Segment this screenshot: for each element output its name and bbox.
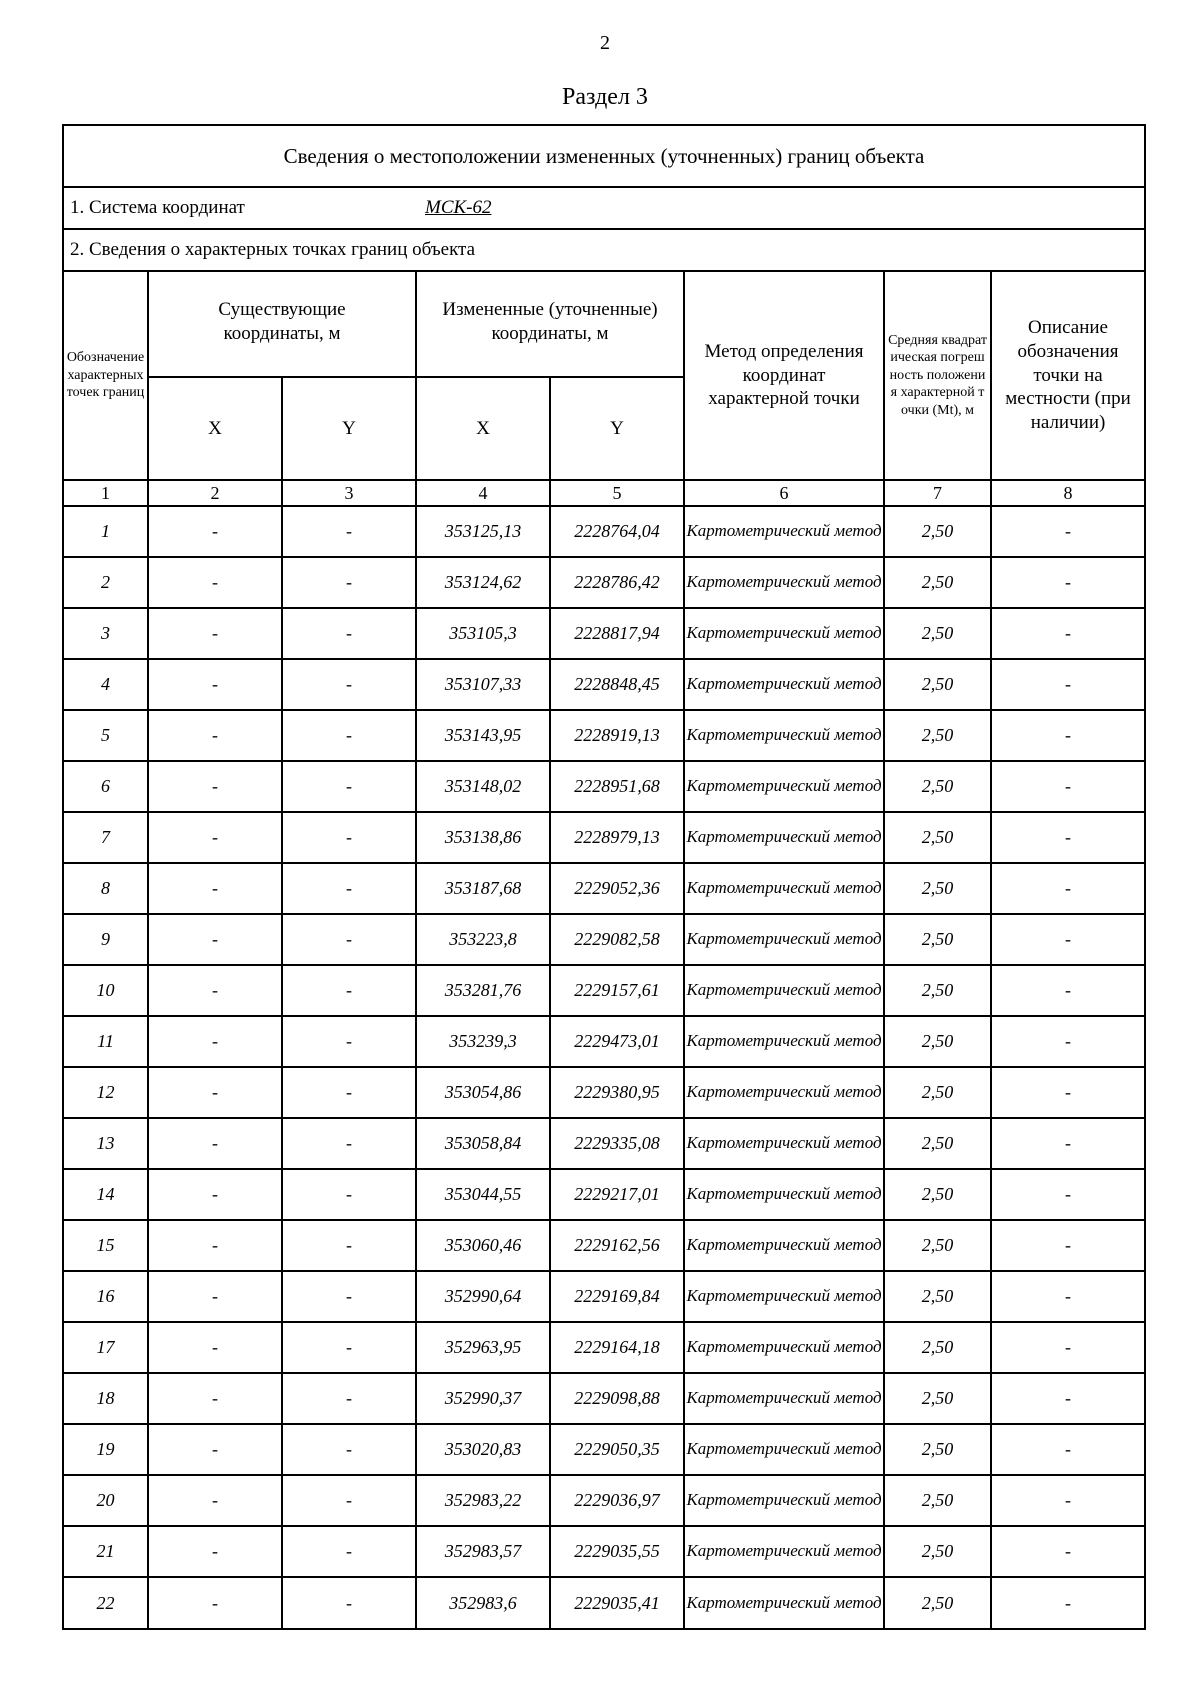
- cell-description: -: [991, 506, 1144, 557]
- cell-description: -: [991, 557, 1144, 608]
- cell-existing-y: -: [282, 1016, 416, 1067]
- cell-existing-x: -: [148, 659, 282, 710]
- cell-existing-x: -: [148, 1271, 282, 1322]
- header-existing-y: Y: [282, 377, 416, 480]
- header-changed-x: X: [416, 377, 550, 480]
- cell-existing-y: -: [282, 1577, 416, 1628]
- cell-mean-error: 2,50: [884, 812, 991, 863]
- cell-changed-x: 353044,55: [416, 1169, 550, 1220]
- cell-existing-y: -: [282, 965, 416, 1016]
- table-row: [64, 1220, 1144, 1271]
- cell-description: -: [991, 1016, 1144, 1067]
- cell-changed-y: 2229335,08: [550, 1118, 684, 1169]
- cell-point-id: 20: [64, 1475, 148, 1526]
- cell-description: -: [991, 1577, 1144, 1628]
- cell-mean-error: 2,50: [884, 1322, 991, 1373]
- cell-method: Картометрический метод: [684, 506, 884, 557]
- cell-existing-x: -: [148, 965, 282, 1016]
- cell-point-id: 4: [64, 659, 148, 710]
- table-row: [64, 1322, 1144, 1373]
- cell-existing-y: -: [282, 1067, 416, 1118]
- cell-mean-error: 2,50: [884, 506, 991, 557]
- cell-point-id: 9: [64, 914, 148, 965]
- cell-description: -: [991, 659, 1144, 710]
- table-row: [64, 506, 1144, 557]
- cell-changed-y: 2229473,01: [550, 1016, 684, 1067]
- cell-mean-error: 2,50: [884, 1220, 991, 1271]
- table-row: [64, 761, 1144, 812]
- cell-existing-x: -: [148, 1322, 282, 1373]
- cell-changed-y: 2228919,13: [550, 710, 684, 761]
- cell-mean-error: 2,50: [884, 608, 991, 659]
- cell-existing-x: -: [148, 1424, 282, 1475]
- cell-mean-error: 2,50: [884, 1526, 991, 1577]
- cell-changed-y: 2229157,61: [550, 965, 684, 1016]
- table-row: [64, 1526, 1144, 1577]
- table-row: [64, 1577, 1144, 1628]
- cell-existing-y: -: [282, 1475, 416, 1526]
- header-method: Метод определения координат характерной точки: [684, 272, 884, 480]
- header-description: Описание обозначения точки на местности (при наличии): [991, 272, 1144, 480]
- cell-description: -: [991, 812, 1144, 863]
- cell-existing-x: -: [148, 506, 282, 557]
- cell-existing-x: -: [148, 1373, 282, 1424]
- cell-mean-error: 2,50: [884, 1373, 991, 1424]
- cell-changed-y: 2229162,56: [550, 1220, 684, 1271]
- column-number: 5: [550, 480, 684, 506]
- cell-existing-x: -: [148, 863, 282, 914]
- cell-description: -: [991, 1424, 1144, 1475]
- cell-mean-error: 2,50: [884, 1016, 991, 1067]
- column-number-row: [64, 480, 1144, 506]
- cell-method: Картометрический метод: [684, 1475, 884, 1526]
- cell-method: Картометрический метод: [684, 914, 884, 965]
- cell-existing-y: -: [282, 914, 416, 965]
- cell-mean-error: 2,50: [884, 557, 991, 608]
- coordinate-system-row: [64, 188, 1144, 230]
- table-row: [64, 914, 1144, 965]
- cell-changed-y: 2228979,13: [550, 812, 684, 863]
- cell-existing-y: -: [282, 557, 416, 608]
- column-number: 6: [684, 480, 884, 506]
- cell-existing-x: -: [148, 812, 282, 863]
- cell-existing-x: -: [148, 1577, 282, 1628]
- cell-changed-x: 353020,83: [416, 1424, 550, 1475]
- cell-point-id: 13: [64, 1118, 148, 1169]
- cell-point-id: 21: [64, 1526, 148, 1577]
- cell-existing-x: -: [148, 710, 282, 761]
- cell-changed-y: 2229035,41: [550, 1577, 684, 1628]
- cell-method: Картометрический метод: [684, 812, 884, 863]
- cell-changed-y: 2229082,58: [550, 914, 684, 965]
- cell-existing-y: -: [282, 1118, 416, 1169]
- column-number: 4: [416, 480, 550, 506]
- cell-point-id: 3: [64, 608, 148, 659]
- cell-existing-y: -: [282, 1424, 416, 1475]
- cell-method: Картометрический метод: [684, 863, 884, 914]
- table-row: [64, 1016, 1144, 1067]
- cell-description: -: [991, 761, 1144, 812]
- cell-mean-error: 2,50: [884, 1424, 991, 1475]
- coordinate-system-value: МСК-62: [425, 197, 492, 218]
- cell-existing-y: -: [282, 1220, 416, 1271]
- cell-description: -: [991, 914, 1144, 965]
- cell-method: Картометрический метод: [684, 710, 884, 761]
- table-title: Сведения о местоположении измененных (уточненных) границ объекта: [64, 126, 1144, 188]
- cell-existing-x: -: [148, 1067, 282, 1118]
- table-row: [64, 1169, 1144, 1220]
- cell-changed-x: 353124,62: [416, 557, 550, 608]
- cell-changed-y: 2229169,84: [550, 1271, 684, 1322]
- table-row: [64, 557, 1144, 608]
- coordinate-system-label: 1. Система координат: [70, 197, 245, 218]
- cell-description: -: [991, 965, 1144, 1016]
- cell-changed-x: 353058,84: [416, 1118, 550, 1169]
- table-row: [64, 812, 1144, 863]
- cell-existing-y: -: [282, 812, 416, 863]
- header-row-top: [64, 272, 1144, 377]
- cell-method: Картометрический метод: [684, 608, 884, 659]
- header-changed-coords: Измененные (уточненные) координаты, м: [416, 272, 684, 377]
- cell-mean-error: 2,50: [884, 1475, 991, 1526]
- cell-point-id: 15: [64, 1220, 148, 1271]
- header-point-designation: Обозначение характерных точек границ: [64, 272, 148, 480]
- cell-description: -: [991, 1118, 1144, 1169]
- cell-method: Картометрический метод: [684, 1169, 884, 1220]
- cell-changed-x: 353143,95: [416, 710, 550, 761]
- cell-method: Картометрический метод: [684, 1067, 884, 1118]
- cell-point-id: 16: [64, 1271, 148, 1322]
- cell-description: -: [991, 1169, 1144, 1220]
- cell-mean-error: 2,50: [884, 1271, 991, 1322]
- cell-changed-y: 2229380,95: [550, 1067, 684, 1118]
- cell-changed-y: 2228786,42: [550, 557, 684, 608]
- cell-changed-y: 2229164,18: [550, 1322, 684, 1373]
- column-number: 2: [148, 480, 282, 506]
- table-row: [64, 1424, 1144, 1475]
- table-row: [64, 1067, 1144, 1118]
- cell-mean-error: 2,50: [884, 965, 991, 1016]
- points-table: [64, 272, 1144, 1628]
- cell-existing-x: -: [148, 1016, 282, 1067]
- cell-changed-x: 353239,3: [416, 1016, 550, 1067]
- table-row: [64, 710, 1144, 761]
- table-row: [64, 659, 1144, 710]
- cell-changed-x: 353060,46: [416, 1220, 550, 1271]
- cell-changed-x: 352983,6: [416, 1577, 550, 1628]
- header-changed-y: Y: [550, 377, 684, 480]
- cell-point-id: 22: [64, 1577, 148, 1628]
- table-row: [64, 863, 1144, 914]
- cell-existing-x: -: [148, 608, 282, 659]
- cell-mean-error: 2,50: [884, 761, 991, 812]
- cell-method: Картометрический метод: [684, 1526, 884, 1577]
- table-row: [64, 1118, 1144, 1169]
- cell-changed-y: 2229098,88: [550, 1373, 684, 1424]
- cell-existing-x: -: [148, 1526, 282, 1577]
- cell-existing-x: -: [148, 914, 282, 965]
- cell-mean-error: 2,50: [884, 710, 991, 761]
- cell-changed-x: 353054,86: [416, 1067, 550, 1118]
- cell-method: Картометрический метод: [684, 965, 884, 1016]
- cell-method: Картометрический метод: [684, 1424, 884, 1475]
- cell-point-id: 8: [64, 863, 148, 914]
- cell-method: Картометрический метод: [684, 557, 884, 608]
- cell-existing-y: -: [282, 608, 416, 659]
- cell-mean-error: 2,50: [884, 914, 991, 965]
- cell-mean-error: 2,50: [884, 1577, 991, 1628]
- cell-point-id: 14: [64, 1169, 148, 1220]
- cell-existing-y: -: [282, 1322, 416, 1373]
- cell-description: -: [991, 1373, 1144, 1424]
- cell-method: Картометрический метод: [684, 659, 884, 710]
- cell-point-id: 11: [64, 1016, 148, 1067]
- table-row: [64, 965, 1144, 1016]
- cell-changed-x: 352983,22: [416, 1475, 550, 1526]
- cell-existing-x: -: [148, 557, 282, 608]
- cell-existing-x: -: [148, 1220, 282, 1271]
- cell-changed-x: 353187,68: [416, 863, 550, 914]
- cell-changed-x: 352983,57: [416, 1526, 550, 1577]
- cell-description: -: [991, 863, 1144, 914]
- cell-mean-error: 2,50: [884, 1169, 991, 1220]
- cell-point-id: 12: [64, 1067, 148, 1118]
- cell-changed-x: 352963,95: [416, 1322, 550, 1373]
- table-row: [64, 1475, 1144, 1526]
- cell-existing-y: -: [282, 1271, 416, 1322]
- cell-method: Картометрический метод: [684, 1373, 884, 1424]
- cell-existing-y: -: [282, 1373, 416, 1424]
- section-title: Раздел 3: [562, 84, 648, 110]
- cell-method: Картометрический метод: [684, 1220, 884, 1271]
- cell-existing-x: -: [148, 1169, 282, 1220]
- cell-changed-x: 353107,33: [416, 659, 550, 710]
- cell-changed-x: 353105,3: [416, 608, 550, 659]
- cell-changed-x: 352990,64: [416, 1271, 550, 1322]
- cell-changed-x: 353138,86: [416, 812, 550, 863]
- cell-description: -: [991, 1475, 1144, 1526]
- cell-point-id: 2: [64, 557, 148, 608]
- table-row: [64, 1373, 1144, 1424]
- cell-point-id: 5: [64, 710, 148, 761]
- cell-existing-y: -: [282, 506, 416, 557]
- cell-existing-y: -: [282, 1526, 416, 1577]
- cell-mean-error: 2,50: [884, 863, 991, 914]
- cell-changed-y: 2229035,55: [550, 1526, 684, 1577]
- cell-description: -: [991, 1322, 1144, 1373]
- cell-existing-x: -: [148, 761, 282, 812]
- cell-description: -: [991, 1220, 1144, 1271]
- cell-point-id: 10: [64, 965, 148, 1016]
- cell-changed-x: 352990,37: [416, 1373, 550, 1424]
- cell-changed-y: 2229217,01: [550, 1169, 684, 1220]
- cell-changed-y: 2228764,04: [550, 506, 684, 557]
- column-number: 7: [884, 480, 991, 506]
- cell-changed-y: 2229050,35: [550, 1424, 684, 1475]
- cell-description: -: [991, 1526, 1144, 1577]
- cell-existing-y: -: [282, 761, 416, 812]
- cell-method: Картометрический метод: [684, 761, 884, 812]
- table-row: [64, 1271, 1144, 1322]
- cell-description: -: [991, 1271, 1144, 1322]
- cell-existing-x: -: [148, 1118, 282, 1169]
- table-row: [64, 608, 1144, 659]
- page-number: 2: [600, 32, 610, 54]
- cell-point-id: 19: [64, 1424, 148, 1475]
- cell-changed-x: 353223,8: [416, 914, 550, 965]
- cell-changed-y: 2228817,94: [550, 608, 684, 659]
- cell-point-id: 6: [64, 761, 148, 812]
- cell-changed-x: 353281,76: [416, 965, 550, 1016]
- cell-method: Картометрический метод: [684, 1271, 884, 1322]
- cell-point-id: 7: [64, 812, 148, 863]
- cell-mean-error: 2,50: [884, 1118, 991, 1169]
- cell-mean-error: 2,50: [884, 659, 991, 710]
- header-existing-x: X: [148, 377, 282, 480]
- points-heading: 2. Сведения о характерных точках границ объекта: [64, 230, 1144, 272]
- cell-changed-x: 353125,13: [416, 506, 550, 557]
- cell-description: -: [991, 608, 1144, 659]
- cell-changed-y: 2229052,36: [550, 863, 684, 914]
- cell-existing-y: -: [282, 659, 416, 710]
- cell-method: Картометрический метод: [684, 1322, 884, 1373]
- cell-changed-y: 2228951,68: [550, 761, 684, 812]
- cell-point-id: 17: [64, 1322, 148, 1373]
- cell-method: Картометрический метод: [684, 1118, 884, 1169]
- cell-mean-error: 2,50: [884, 1067, 991, 1118]
- column-number: 1: [64, 480, 148, 506]
- boundary-info-table: [62, 124, 1146, 1630]
- cell-changed-x: 353148,02: [416, 761, 550, 812]
- cell-point-id: 18: [64, 1373, 148, 1424]
- column-number: 3: [282, 480, 416, 506]
- cell-description: -: [991, 1067, 1144, 1118]
- cell-changed-y: 2228848,45: [550, 659, 684, 710]
- header-mean-error: Средняя квадратическая погрешность положения характерной точки (Mt), м: [884, 272, 991, 480]
- cell-method: Картометрический метод: [684, 1577, 884, 1628]
- column-number: 8: [991, 480, 1144, 506]
- cell-existing-y: -: [282, 710, 416, 761]
- cell-description: -: [991, 710, 1144, 761]
- cell-existing-x: -: [148, 1475, 282, 1526]
- cell-method: Картометрический метод: [684, 1016, 884, 1067]
- cell-point-id: 1: [64, 506, 148, 557]
- cell-changed-y: 2229036,97: [550, 1475, 684, 1526]
- header-existing-coords: Существующие координаты, м: [148, 272, 416, 377]
- cell-existing-y: -: [282, 863, 416, 914]
- cell-existing-y: -: [282, 1169, 416, 1220]
